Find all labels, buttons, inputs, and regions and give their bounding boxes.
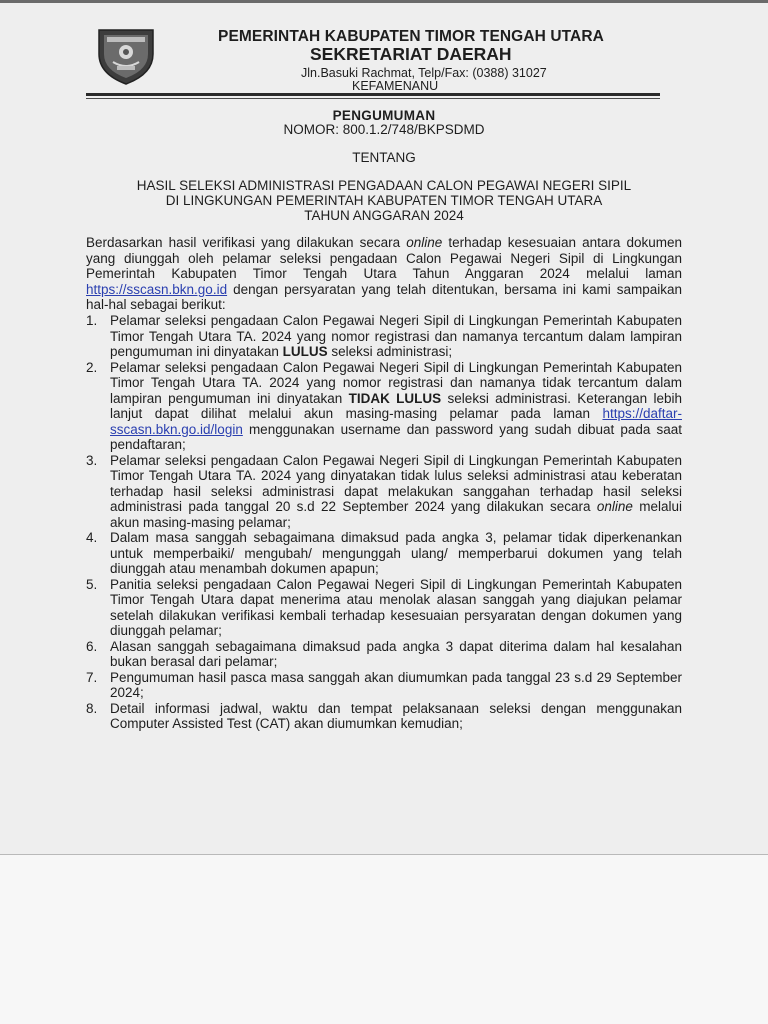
announcement-heading: PENGUMUMAN <box>332 108 436 123</box>
list-item <box>86 639 682 670</box>
item-text: Pelamar seleksi pengadaan Calon Pegawai Negeri Sipil di Lingkungan Pemerintah Kabupaten Timor Tengah Utara TA. 2024 yang dinyatakan tidak lulus seleksi administrasi atau keberatan terhadap hasil seleksi administrasi dapat melakukan sanggahan terhadap hasil seleksi administrasi pada tanggal 20 s.d 22 September 2024 yang dilakukan secara <box>110 452 682 514</box>
regency-crest-icon <box>93 24 159 86</box>
item-text: Pengumuman hasil pasca masa sanggah akan diumumkan pada tanggal 23 s.d 29 September 2024; <box>110 669 682 700</box>
announcement-points <box>86 313 682 732</box>
item-number: 2. <box>86 359 98 375</box>
intro-text: terhadap kesesuaian antara dokumen yang diunggah oleh pelamar seleksi pengadaan Calon Pegawai Negeri Sipil di Lingkungan Pemerintah Kabupaten Timor Tengah Utara Tahun Anggaran 2024 melalui laman <box>86 235 683 281</box>
announcement-about: TENTANG <box>352 150 416 165</box>
item-text: melalui akun masing-masing pelamar; <box>110 499 682 530</box>
item-text: Alasan sanggah sebagaimana dimaksud pada angka 3 dapat diterima dalam hal kesalahan bukan berasal dari pelamar; <box>110 638 682 669</box>
subject-line: DI LINGKUNGAN PEMERINTAH KABUPATEN TIMOR TENGAH UTARA <box>165 193 603 208</box>
item-number: 5. <box>86 576 98 592</box>
letterhead-rule-thin <box>86 98 660 99</box>
item-text: seleksi administrasi. Keterangan lebih lanjut dapat dilihat melalui akun masing-masing pelamar pada laman <box>110 390 682 421</box>
office-address: Jln.Basuki Rachmat, Telp/Fax: (0388) 31027 <box>301 66 547 80</box>
announcement-subject <box>86 178 682 223</box>
list-item <box>86 530 682 577</box>
office-name: SEKRETARIAT DAERAH <box>310 44 512 64</box>
item-text: Pelamar seleksi pengadaan Calon Pegawai Negeri Sipil di Lingkungan Pemerintah Kabupaten Timor Tengah Utara TA. 2024 yang nomor registrasi dan namanya tidak tercantum dalam lampiran pengumuman ini dinyatakan <box>110 359 682 406</box>
item-number: 4. <box>86 530 98 545</box>
subject-line: HASIL SELEKSI ADMINISTRASI PENGADAAN CALON PEGAWAI NEGERI SIPIL <box>136 178 632 193</box>
list-item <box>86 360 682 453</box>
item-bold-text: TIDAK LULUS <box>348 390 442 406</box>
item-bold-text: LULUS <box>282 344 328 359</box>
government-name: PEMERINTAH KABUPATEN TIMOR TENGAH UTARA <box>218 28 604 45</box>
intro-text: Berdasarkan hasil verifikasi yang dilakukan secara <box>86 235 407 250</box>
list-item <box>86 453 682 531</box>
item-text: Dalam masa sanggah sebagaimana dimaksud pada angka 3, pelamar tidak diperkenankan untuk memperbaiki/ mengubah/ mengunggah ulang/ memperbarui dokumen yang telah diunggah atau menambah dokumen apapun; <box>110 530 682 576</box>
list-item <box>86 577 682 639</box>
blank-page-area <box>0 855 768 1024</box>
subject-line: TAHUN ANGGARAN 2024 <box>304 208 464 223</box>
list-item <box>86 670 682 701</box>
item-text: Pelamar seleksi pengadaan Calon Pegawai Negeri Sipil di Lingkungan Pemerintah Kabupaten Timor Tengah Utara TA. 2024 yang nomor registrasi dan namanya tercantum dalam lampiran pengumuman ini dinyatakan <box>110 313 682 359</box>
letterhead-rule-thick <box>86 93 660 96</box>
item-text: Panitia seleksi pengadaan Calon Pegawai Negeri Sipil di Lingkungan Pemerintah Kabupaten Timor Tengah Utara dapat menerima atau menolak alasan sanggah yang diajukan pelamar setelah dilakukan verifikasi kembali terhadap kesesuaian persyaratan dengan dokumen yang diunggah pelamar; <box>110 576 682 638</box>
login-link[interactable]: https://daftar-sscasn.bkn.go.id/login <box>110 406 682 437</box>
item-number: 7. <box>86 669 98 685</box>
item-number: 6. <box>86 638 98 654</box>
list-item <box>86 701 682 732</box>
sscasn-link[interactable]: https://sscasn.bkn.go.id <box>86 281 228 297</box>
item-number: 1. <box>86 313 98 328</box>
list-item <box>86 313 682 360</box>
item-number: 8. <box>86 700 98 716</box>
item-text: seleksi administrasi; <box>327 344 453 359</box>
intro-italic-text: online <box>406 235 443 250</box>
item-text: Detail informasi jadwal, waktu dan tempat pelaksanaan seleksi dengan menggunakan Computer Assisted Test (CAT) akan diumumkan kemudian; <box>110 700 682 731</box>
item-number: 3. <box>86 452 98 468</box>
announcement-number: NOMOR: 800.1.2/748/BKPSDMD <box>283 122 485 137</box>
item-text: menggunakan username dan password yang sudah dibuat pada saat pendaftaran; <box>110 421 682 452</box>
item-italic-text: online <box>596 499 633 514</box>
intro-paragraph <box>86 235 682 313</box>
intro-text: dengan persyaratan yang telah ditentukan, bersama ini kami sampaikan hal-hal sebagai berikut: <box>86 281 682 312</box>
office-city: KEFAMENANU <box>352 79 439 93</box>
